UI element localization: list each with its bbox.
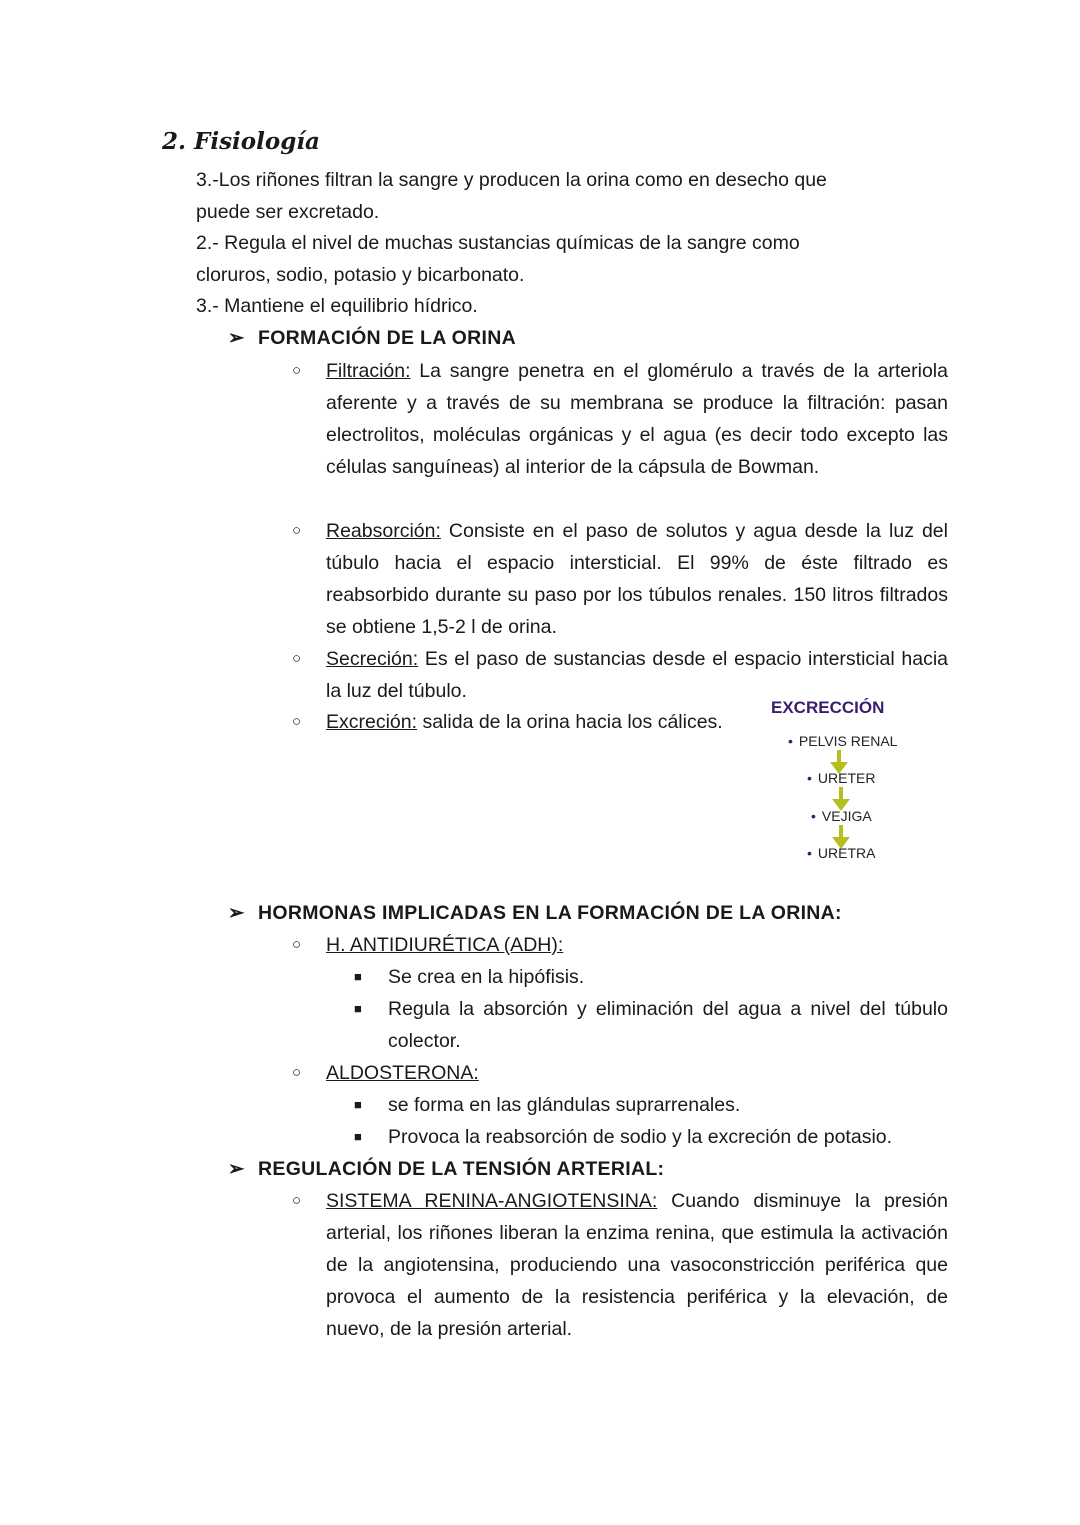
circle-bullet-icon: ○	[292, 362, 302, 379]
description: Consiste en el paso de solutos y agua desde la luz del túbulo hacia el espacio intersticial. El 99% de éste filtrado es reabsorbido durante su paso por los túbulos renales. 150 litros filtrados se obtiene 1,5-2 l de orina.	[326, 520, 948, 638]
point-text: Se crea en la hipófisis.	[388, 966, 585, 988]
diagram-title: EXCRECCIÓN	[771, 698, 885, 717]
hormone-adh	[292, 929, 948, 961]
square-bullet-icon: ■	[354, 1097, 362, 1112]
hormone-point	[354, 993, 948, 1057]
hormone-name: H. ANTIDIURÉTICA (ADH):	[326, 934, 564, 956]
square-bullet-icon: ■	[354, 969, 362, 984]
term: Reabsorción:	[326, 520, 441, 542]
heading-formacion	[228, 322, 516, 354]
section-title: 2. Fisiología	[162, 128, 320, 155]
list-item-reabsorcion	[292, 515, 948, 643]
heading-text: REGULACIÓN DE LA TENSIÓN ARTERIAL:	[258, 1158, 665, 1180]
hormone-name: ALDOSTERONA:	[326, 1062, 479, 1084]
term: Filtración:	[326, 360, 411, 382]
point-text: Provoca la reabsorción de sodio y la excreción de potasio.	[388, 1126, 893, 1148]
diagram-step: • URETER	[807, 770, 875, 786]
list-item-excrecion	[292, 706, 752, 738]
heading-text: HORMONAS IMPLICADAS EN LA FORMACIÓN DE LA ORINA:	[258, 902, 842, 924]
intro-paragraph-1: 3.-Los riñones filtran la sangre y producen la orina como en desecho que puede ser excretado.	[196, 169, 827, 223]
description: La sangre penetra en el glomérulo a través de la arteriola aferente y a través de su membrana se produce la filtración: pasan electrolitos, moléculas orgánicas y el agua (es decir todo excepto las células sanguíneas) al interior de la cápsula de Bowman.	[326, 360, 948, 478]
list-item-filtracion	[292, 355, 948, 483]
heading-hormonas	[228, 897, 842, 929]
circle-bullet-icon: ○	[292, 1064, 302, 1081]
circle-bullet-icon: ○	[292, 522, 302, 539]
circle-bullet-icon: ○	[292, 936, 302, 953]
arrow-bullet-icon: ➢	[228, 902, 245, 924]
intro-paragraph-2: 2.- Regula el nivel de muchas sustancias químicas de la sangre como cloruros, sodio, potasio y bicarbonato.	[196, 232, 800, 286]
heading-text: FORMACIÓN DE LA ORINA	[258, 327, 516, 349]
intro-paragraph-3: 3.- Mantiene el equilibrio hídrico.	[196, 295, 478, 317]
square-bullet-icon: ■	[354, 1129, 362, 1144]
term: Excreción:	[326, 711, 418, 733]
circle-bullet-icon: ○	[292, 713, 302, 730]
circle-bullet-icon: ○	[292, 1192, 302, 1209]
description: salida de la orina hacia los cálices.	[417, 711, 723, 733]
point-text: Regula la absorción y eliminación del agua a nivel del túbulo colector.	[388, 998, 948, 1052]
hormone-aldosterona	[292, 1057, 948, 1089]
square-bullet-icon: ■	[354, 1001, 362, 1016]
point-text: se forma en las glándulas suprarrenales.	[388, 1094, 741, 1116]
term: SISTEMA RENINA-ANGIOTENSINA:	[326, 1190, 658, 1212]
hormone-point	[354, 961, 948, 993]
description: Cuando disminuye la presión arterial, los riñones liberan la enzima renina, que estimula la activación de la angiotensina, produciendo una vasoconstricción periférica que provoca el aumento de la resistencia periférica y la elevación, de nuevo, de la presión arterial.	[326, 1190, 948, 1340]
circle-bullet-icon: ○	[292, 650, 302, 667]
diagram-step: • VEJIGA	[811, 808, 872, 824]
diagram-step: • URETRA	[807, 845, 875, 861]
hormone-point	[354, 1121, 948, 1153]
excrecion-diagram	[770, 698, 970, 868]
list-item-renina	[292, 1185, 948, 1345]
hormone-point	[354, 1089, 948, 1121]
description: Es el paso de sustancias desde el espacio intersticial hacia la luz del túbulo.	[326, 648, 948, 702]
heading-tension	[228, 1153, 664, 1185]
diagram-step: • PELVIS RENAL	[788, 733, 897, 749]
arrow-bullet-icon: ➢	[228, 327, 245, 349]
term: Secreción:	[326, 648, 419, 670]
arrow-bullet-icon: ➢	[228, 1158, 245, 1180]
